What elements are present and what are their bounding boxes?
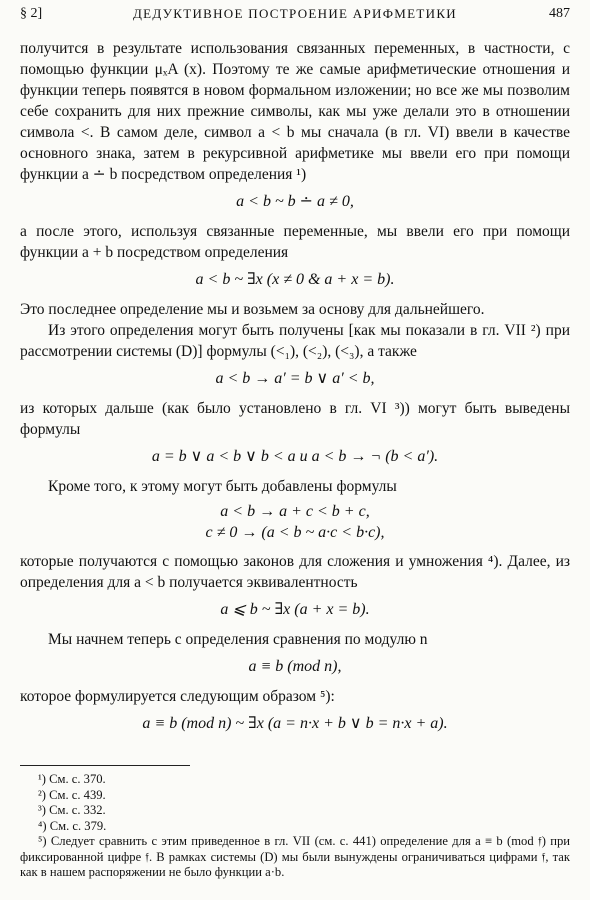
footnotes: [20, 772, 570, 881]
footnote: ³) См. с. 332.: [38, 803, 106, 817]
formula: a ≡ b (mod n),: [248, 658, 342, 675]
paragraph: которое формулируется следующим образом ⁵):: [20, 688, 335, 705]
paragraph: Мы начнем теперь с определения сравнения по модулю n: [48, 631, 428, 648]
paragraph: Из этого определения могут быть получены [как мы показали в гл. VII ²) при рассмотрении системы (D)] формулы (<₁), (<₂), (<₃), а также: [20, 322, 570, 360]
footnote: ⁴) См. с. 379.: [38, 818, 107, 833]
section-marker: § 2]: [20, 6, 43, 21]
paragraph: Кроме того, к этому могут быть добавлены формулы: [48, 478, 397, 495]
formula: a < b ~ b ∸ a ≠ 0,: [236, 193, 354, 210]
paragraph: Это последнее определение мы и возьмем за основу для дальнейшего.: [20, 301, 485, 318]
formula: a = b ∨ a < b ∨ b < a и a < b → ¬ (b < a′).: [151, 448, 439, 465]
running-title: ДЕДУКТИВНОЕ ПОСТРОЕНИЕ АРИФМЕТИКИ: [133, 6, 457, 21]
formula-group: [20, 501, 570, 543]
body-text: [20, 38, 570, 743]
formula: a < b → a + c < b + c,: [220, 503, 370, 520]
footnote: ²) См. с. 439.: [38, 787, 106, 802]
running-head: [20, 6, 570, 24]
footnote: ⁵) Следует сравнить с этим приведенное в гл. VII (см. с. 441) определение для a ≡ b (mod 𝔣) при фиксированной цифре 𝔣. В рамках системы (D) мы были вынуждены ограничиваться цифрами 𝔣, так как в нашем распоряжении не было функции a·b.: [20, 834, 570, 879]
footnote: ¹) См. с. 370.: [38, 772, 106, 786]
paragraph: а после этого, используя связанные переменные, мы ввели его при помощи функции a + b посредством определения: [20, 223, 570, 261]
formula: a < b ~ ∃x (x ≠ 0 & a + x = b).: [195, 271, 395, 288]
formula: a ⩽ b ~ ∃x (a + x = b).: [220, 601, 370, 618]
paragraph: из которых дальше (как было установлено в гл. VI ³)) могут быть выведены формулы: [20, 400, 570, 438]
paragraph: получится в результате использования связанных переменных, в частности, с помощью функции μₓA (x). Поэтому те же самые арифметические отношения и функции теперь появятся в новом формальном изложении; но все же мы позволим себе сохранить для них прежние символы, как мы уже делали это в отношении символа <. В самом деле, символ a < b мы сначала (в гл. VI) ввели в качестве основного знака, затем в рекурсивной арифметике мы ввели его при помощи функции a ∸ b посредством определения ¹): [20, 40, 570, 183]
formula: c ≠ 0 → (a < b ~ a·c < b·c),: [205, 524, 385, 541]
paragraph: которые получаются с помощью законов для сложения и умножения ⁴). Далее, из определения для a < b получается эквивалентность: [20, 553, 570, 591]
footnote-rule: [20, 765, 190, 766]
formula: a < b → a′ = b ∨ a′ < b,: [215, 370, 375, 387]
page-number: 487: [549, 6, 570, 21]
formula: a ≡ b (mod n) ~ ∃x (a = n·x + b ∨ b = n·x + a).: [142, 715, 448, 732]
